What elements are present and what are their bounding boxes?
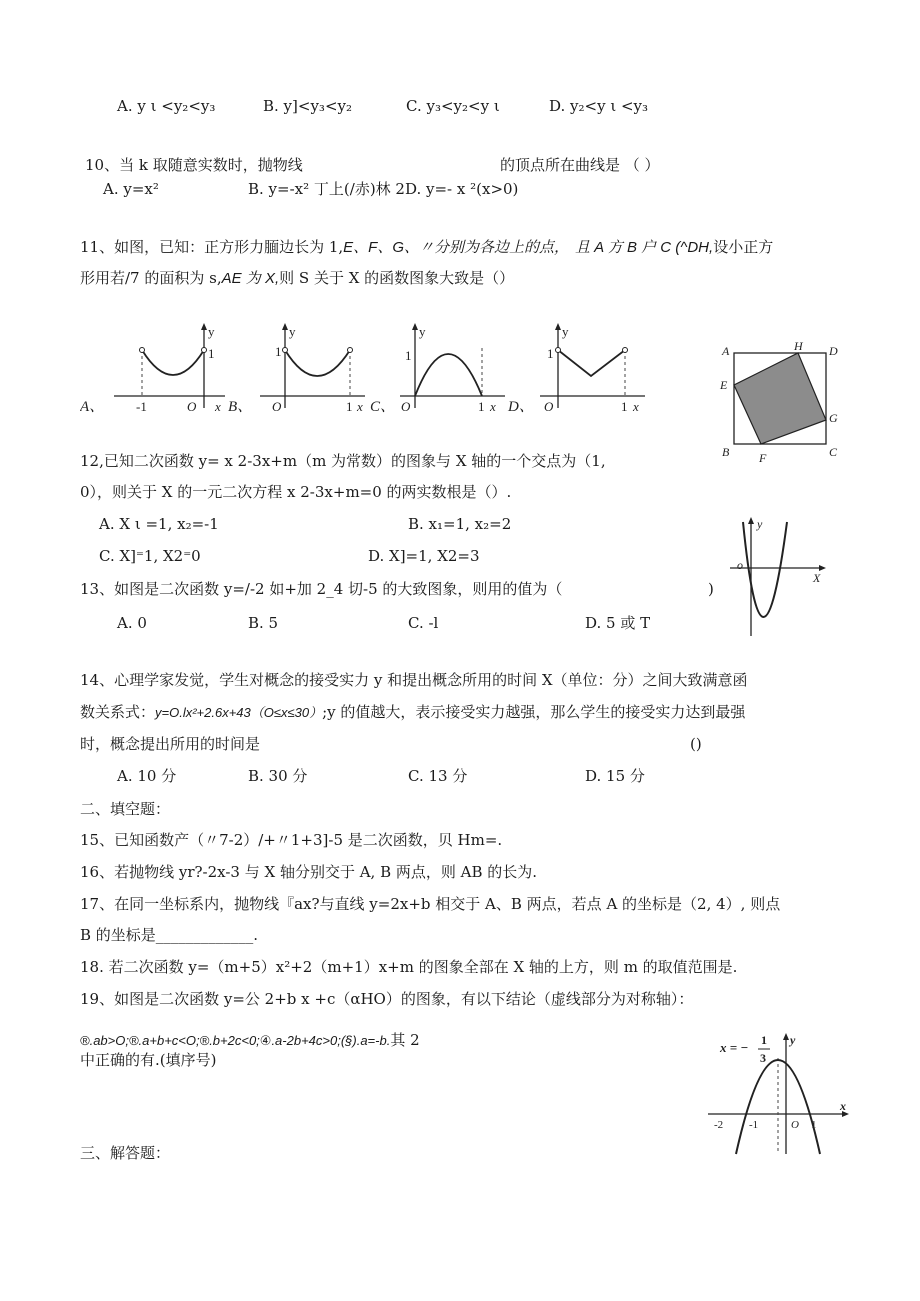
q11-square-label-d: D (829, 344, 838, 358)
q19-parabola-figure (700, 1030, 855, 1158)
q18: 18. 若二次函数 y=（m+5）x²+2（m+1）x+m 的图象全部在 X 轴的上方，则 m 的取值范围是. (80, 958, 738, 976)
q11-line2-part-b: AE 为 X, (221, 270, 280, 287)
q17-line1: 17、在同一坐标系内，抛物线『ax?与直线 y=2x+b 相交于 A、B 两点，若点 A 的坐标是（2, 4）, 则点 (80, 895, 781, 913)
q13-option-d: D. 5 或 T (585, 614, 651, 632)
q13-stem: 13、如图是二次函数 y=/-2 如+加 2_4 切-5 的大致图象，则用的值为（ (80, 580, 563, 598)
q11-graph-c-origin: O (401, 399, 411, 414)
q14-answer-paren: () (690, 735, 702, 753)
q19-line2 (80, 1030, 420, 1051)
q13-parabola-curve (743, 522, 787, 617)
q11-graph-a-label: A、 (80, 399, 105, 415)
q11-graph-a-y-label: y (208, 324, 215, 339)
q11-graph-c-x-one: 1 (478, 399, 485, 414)
q11-graph-d-x-label: x (633, 399, 639, 414)
q11-graph-b-one: 1 (275, 344, 282, 359)
q11-graph-a-one: 1 (208, 346, 215, 361)
q11-graph-d-point-right (623, 348, 628, 353)
q9-option-d: D. y₂<y ι <y₃ (549, 97, 649, 115)
q15: 15、已知函数产（〃7-2）/+〃1+3]-5 是二次函数，贝 Hm=. (80, 831, 503, 849)
q11-line1-part-b: E、F、G、〃分别为各边上的点， (343, 239, 570, 256)
q9-option-a: A. y ι <y₂<y₃ (117, 97, 216, 115)
q12-line2: 0），则关于 X 的一元二次方程 x 2-3x+m=0 的两实数根是（）. (80, 483, 512, 501)
q11-graph-b-x-label: x (357, 399, 363, 414)
q11-graph-b-y-arrow (282, 323, 288, 330)
q14-option-a: A. 10 分 (117, 767, 177, 785)
q12-option-d: D. X]=1, X2=3 (368, 547, 480, 565)
q19-tick-m1: -1 (749, 1119, 759, 1131)
q11-graph-c-y-label: y (419, 324, 426, 339)
q19-tick-one: 1 (811, 1119, 817, 1131)
q11-graph-a-curve (142, 350, 204, 375)
q14-line2 (80, 702, 745, 723)
q11-graph-c-one: 1 (405, 348, 412, 363)
q11-graph-c-x-label: x (490, 399, 496, 414)
q11-graph-b-point-left (283, 348, 288, 353)
q11-graph-a-origin: O (187, 399, 197, 414)
q10-stem-a: 10、当 k 取随意实数时，抛物线 (85, 156, 303, 174)
q11-line2-part-a: 形用若/7 的面积为 s, (80, 269, 222, 287)
q11-square-figure (718, 338, 848, 466)
q11-graph-d-curve (558, 350, 625, 376)
q13-x-label: X (813, 571, 821, 585)
q14-line2-part-c: ;y 的值越大，表示接受实力越强，那么学生的接受实力达到最强 (322, 703, 746, 721)
q13-parabola-figure (725, 512, 830, 640)
q11-square-label-f: F (759, 451, 767, 465)
q11-square-label-a: A (722, 344, 730, 358)
q11-graph-a-x-label: x (215, 399, 221, 414)
q11-graph-c-curve (415, 354, 482, 396)
q9-option-c: C. y₃<y₂<y ι (406, 97, 500, 115)
q11-line2-part-c: 则 S 关于 X 的函数图象大致是（） (279, 269, 515, 287)
q9-option-b: B. y]<y₃<y₂ (263, 97, 352, 115)
q17-line2: B 的坐标是_____________. (80, 926, 259, 944)
q16: 16、若抛物线 yr?-2x-3 与 X 轴分别交于 A, B 两点，则 AB 的长为. (80, 863, 538, 881)
q11-graph-d-point-left (556, 348, 561, 353)
q19-frac-den: 3 (760, 1051, 766, 1065)
q11-graph-a-point-left (140, 348, 145, 353)
q13-option-b: B. 5 (248, 614, 279, 632)
q19-tick-m2: -2 (714, 1119, 724, 1131)
q11-graph-a-y-arrow (201, 323, 207, 330)
q14-option-c: C. 13 分 (408, 767, 468, 785)
q19-y-arrow (783, 1033, 789, 1040)
q12-option-c: C. X]⁼1, X2⁼0 (99, 547, 201, 565)
q13-close-paren: ) (708, 580, 714, 598)
q14-line2-part-a: 数关系式： (80, 703, 156, 721)
q19-line2-tail: 其 2 (390, 1031, 420, 1049)
q19-origin: O (791, 1119, 799, 1131)
q11-square-label-e: E (720, 378, 728, 392)
q19-axis-eq: x = − (720, 1040, 749, 1055)
q14-option-b: B. 30 分 (248, 767, 308, 785)
q11-line1 (80, 237, 773, 258)
q11-line2 (80, 268, 514, 289)
q10-stem-b: 的顶点所在曲线是 （ ） (500, 156, 660, 174)
q13-y-label: y (757, 517, 763, 531)
q11-graph-b-label: B、 (228, 399, 253, 415)
q11-graph-b-point-right (348, 348, 353, 353)
q11-square-label-c: C (829, 445, 838, 459)
q19-x-label: x (840, 1099, 846, 1113)
q11-graph-b-y-label: y (289, 324, 296, 339)
q10-option-b: B. y=-x² 丁上(/赤)林 2D. y=- x ²(x>0) (248, 180, 519, 198)
q14-line1: 14、心理学家发觉，学生对概念的接受实力 y 和提出概念所用的时间 X（单位：分）之间大致满意函 (80, 671, 748, 689)
q11-graph-c-label: C、 (370, 399, 396, 415)
q11-graph-c-y-arrow (412, 323, 418, 330)
q11-graph-d-y-label: y (562, 324, 569, 339)
q14-line3: 时，概念提出所用的时间是 (80, 735, 261, 753)
q12-option-a: A. X ι =1, x₂=-1 (99, 515, 219, 533)
q19-conclusions: ®.ab>O;®.a+b+c<O;®.b+2c<0;④.a-2b+4c>0;(§).a=-b. (80, 1033, 391, 1048)
q19-frac-num: 1 (761, 1033, 767, 1047)
q11-line1-part-a: 11、如图，已知：正方形力腼边长为 1, (80, 238, 344, 256)
q19-line1: 19、如图是二次函数 y=公 2+b x +c（αHO）的图象，有以下结论（虚线部分为对称轴）： (80, 990, 694, 1008)
q11-graph-d-one: 1 (547, 346, 554, 361)
q11-inner-square (734, 353, 826, 444)
q12-line1: 12,已知二次函数 y= x 2-3x+m（m 为常数）的图象与 X 轴的一个交点为（1, (80, 452, 606, 470)
q11-graph-d-label: D、 (508, 399, 534, 415)
q14-option-d: D. 15 分 (585, 767, 645, 785)
q11-square-label-b: B (722, 445, 730, 459)
q11-graph-d-y-arrow (555, 323, 561, 330)
q11-graph-a-point-right (202, 348, 207, 353)
q11-option-graphs (80, 318, 660, 420)
section2-heading: 二、填空题： (80, 800, 171, 818)
q11-graph-b-curve (285, 350, 350, 376)
q11-square-label-g: G (829, 411, 838, 425)
q11-graph-b-x-one: 1 (346, 399, 353, 414)
q11-graph-b-origin: O (272, 399, 282, 414)
q11-graph-d-x-one: 1 (621, 399, 628, 414)
q13-y-arrow (748, 517, 754, 524)
q11-line1-part-d: 设小正方 (713, 238, 774, 256)
section3-heading: 三、解答题： (80, 1144, 171, 1162)
q13-option-c: C. -l (408, 614, 439, 632)
q11-graph-d-origin: O (544, 399, 554, 414)
q11-graph-a-neg-one: -1 (136, 399, 147, 414)
q10-option-a: A. y=x² (103, 180, 159, 198)
q19-y-label: y (790, 1033, 796, 1047)
q12-option-b: B. x₁=1, x₂=2 (408, 515, 512, 533)
q14-formula: y=O.lx²+2.6x+43（O≤x≤30） (155, 705, 323, 720)
q11-square-label-h: H (794, 339, 803, 353)
q13-origin: o (737, 558, 743, 572)
q19-line3: 中正确的有.(填序号) (80, 1051, 217, 1069)
q11-line1-part-c: 且 A 方 B 户 C (^DH, (575, 239, 714, 256)
q13-option-a: A. 0 (117, 614, 147, 632)
